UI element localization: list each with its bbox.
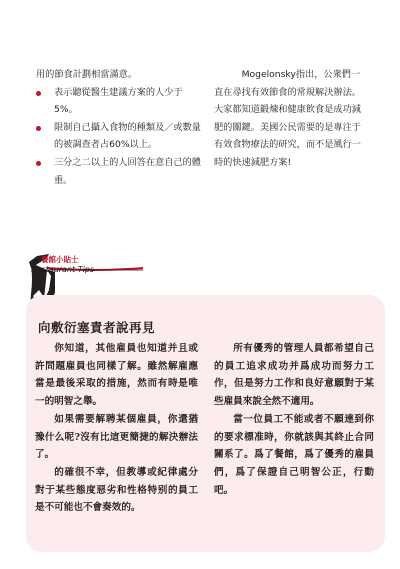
bullet-item: 限制自己攝入食物的種類及／或數量的被調查者占60%以上。 — [36, 119, 204, 154]
bullet-dot-icon — [36, 161, 41, 166]
bullet-dot-icon — [36, 91, 41, 96]
lead-line: 用的節食計劃相當滿意。 — [36, 69, 138, 80]
tips-paragraph: 你知道，其他雇員也知道并且或許問題雇員也同樣了解。雖然解雇應當是最後采取的措施，然而有時是唯一的明智之舉。 — [35, 343, 198, 408]
right-paragraph: Mogelonsky指出，公衆們一直在尋找有效節食的常規解決辦法。大家都知道鍛煉和健康飲食是成功減肥的關鍵。美國公民需要的是專注于有效食物療法的研究，而不是風行一時的快速減肥方案! — [214, 69, 361, 168]
tips-paragraph: 當一位員工不能或者不願達到你的要求標准時，你就該與其終止合同關系了。爲了餐館，爲了優秀的雇員們，爲了保證自己明智公正，行動吧。 — [214, 413, 374, 496]
bullet-item: 表示聽從醫生建議方案的人少于5%。 — [36, 84, 204, 119]
bullet-item: 三分之二以上的人回答在意自己的體重。 — [36, 154, 204, 189]
bullet-dot-icon — [36, 126, 41, 131]
left-column — [36, 66, 204, 189]
tips-box-title: 向敷衍塞責者說再見 — [38, 320, 156, 335]
tips-paragraph: 所有優秀的管理人員都希望自己的員工追求成功并爲成功而努力工作，但是努力工作和良好意願對于某些雇員來說全然不適用。 — [214, 343, 374, 408]
tips-paragraph: 如果需要解聘某個雇員，你還猶豫什么呢?沒有比這更簡捷的解決辦法了。 — [35, 413, 198, 461]
tips-paragraph: 的確很不幸，但教導或紀律處分對于某些態度惡劣和性格特别的員工是不可能也不會奏效的。 — [35, 466, 198, 514]
right-column — [214, 66, 364, 172]
tips-title-cn: 餐館小貼士 — [41, 255, 79, 264]
tips-box-left-column — [35, 340, 198, 517]
tips-box-right-column — [214, 340, 374, 499]
tips-title-en: Restaurant Tips — [31, 265, 95, 274]
